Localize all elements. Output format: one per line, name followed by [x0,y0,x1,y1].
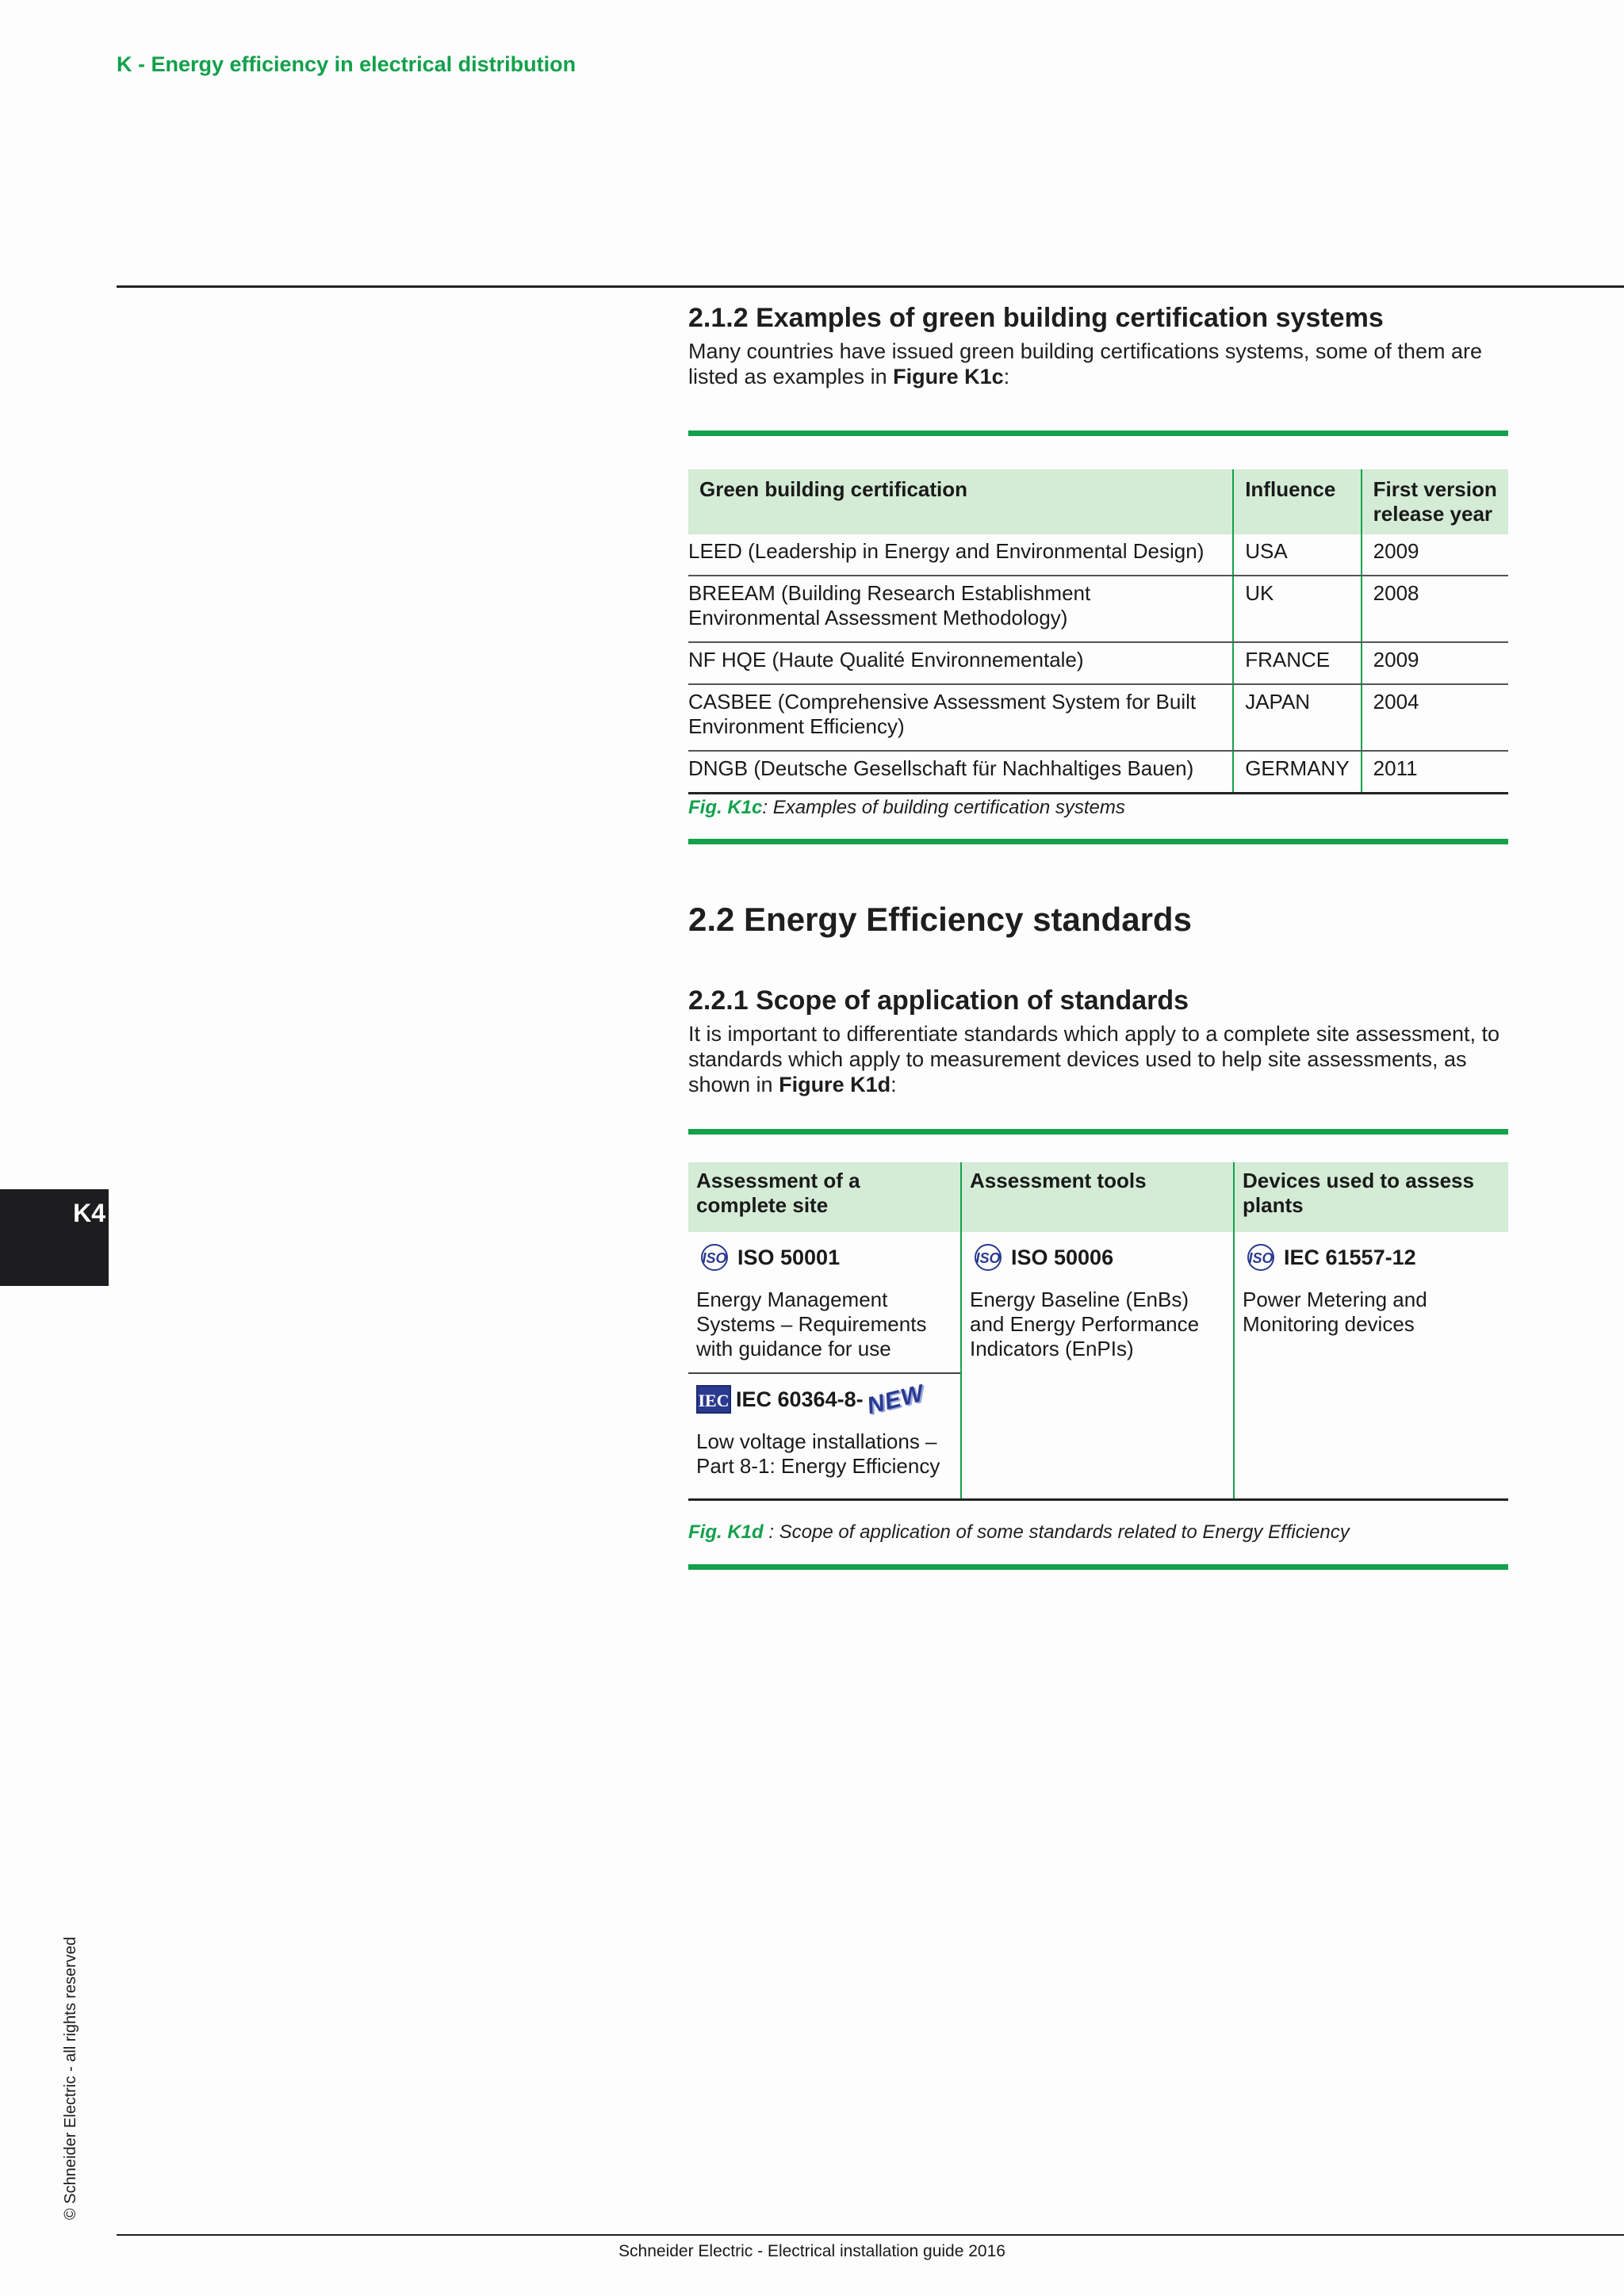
table-cell: FRANCE [1233,642,1361,684]
table-k1d-top-rule [688,1129,1508,1135]
figure-ref: Figure K1d [779,1073,891,1096]
table-cell: USA [1233,534,1361,576]
standard-title [696,1380,952,1419]
table-k1d-bottom-rule [688,1564,1508,1570]
iso-logo-icon [970,1243,1006,1272]
table-row [688,684,1508,751]
table-k1d-wrap [688,1162,1508,1501]
standard-name: ISO 50001 [737,1245,841,1269]
table-k1c-wrap [688,469,1508,794]
table-header-row [688,469,1508,534]
figure-ref: Figure K1c [893,365,1004,388]
standard-description: Energy Baseline (EnBs) and Energy Performance Indicators (EnPIs) [970,1288,1200,1360]
standard-title [970,1242,1225,1273]
column-header: Assessment tools [961,1162,1234,1232]
column-header: Devices used to assess plants [1234,1162,1508,1232]
standards-cell-site [688,1232,961,1500]
intro-text: It is important to differentiate standards which apply to a complete site assessment, to standards which apply to measurement devices used to help site assessments, as shown in [688,1022,1500,1096]
standard-name: IEC 61557-12 [1284,1245,1416,1269]
column-header: Influence [1233,469,1361,534]
intro-punct: : [1003,365,1010,388]
table-cell: LEED (Leadership in Energy and Environmental Design) [688,534,1233,576]
section-212 [688,303,1508,389]
running-head: K - Energy efficiency in electrical distribution [117,52,576,76]
svg-text:ISO: ISO [702,1250,727,1266]
svg-text:ISO: ISO [975,1250,1001,1266]
table-cell: DNGB (Deutsche Gesellschaft für Nachhaltiges Bauen) [688,751,1233,794]
section-22 [688,901,1508,939]
column-header: Assessment of a complete site [688,1162,961,1232]
footer [0,2242,1624,2261]
table-k1c [688,469,1508,794]
standard-title [696,1242,952,1273]
table-header-row [688,1162,1508,1232]
table-k1c-bottom-rule [688,839,1508,844]
section-22-heading: 2.2 Energy Efficiency standards [688,901,1192,938]
chapter-tab-label: K4 [73,1199,105,1227]
table-row [688,534,1508,576]
table-cell: CASBEE (Comprehensive Assessment System for Built Environment Efficiency) [688,684,1233,751]
section-221-intro [688,1021,1508,1097]
table-row [688,1232,1508,1500]
standard-block [688,1242,960,1374]
standard-name: IEC 60364-8- [736,1387,864,1411]
footer-rule [117,2234,1624,2236]
standard-description: Low voltage installations – Part 8-1: Energy Efficiency [696,1429,940,1478]
section-221-heading: 2.2.1 Scope of application of standards [688,985,1189,1016]
table-k1d [688,1162,1508,1501]
table-row [688,642,1508,684]
column-header: First version release year [1362,469,1508,534]
column-header: Green building certification [688,469,1233,534]
caption-label: Fig. K1d [688,1521,764,1543]
iso-logo-icon [1243,1243,1279,1272]
standard-description: Power Metering and Monitoring devices [1243,1288,1427,1336]
section-212-heading: 2.1.2 Examples of green building certification systems [688,303,1384,333]
section-221 [688,985,1508,1097]
section-212-intro [688,339,1508,389]
standard-name: ISO 50006 [1011,1245,1114,1269]
intro-text: Many countries have issued green building certifications systems, some of them are listed as examples in [688,339,1482,388]
table-cell: JAPAN [1233,684,1361,751]
svg-text:ISO: ISO [1248,1250,1274,1266]
table-cell: BREEAM (Building Research Establishment Environmental Assessment Methodology) [688,576,1233,642]
iso-logo-icon [696,1243,733,1272]
caption-text: : Examples of building certification systems [762,797,1125,818]
table-cell: UK [1233,576,1361,642]
new-badge-icon: NEW [864,1380,927,1419]
top-rule [117,285,1624,288]
standard-block [696,1380,952,1479]
table-cell: 2004 [1362,684,1508,751]
table-cell: 2008 [1362,576,1508,642]
standards-cell-tools [961,1232,1234,1500]
standard-description: Energy Management Systems – Requirements with guidance for use [696,1288,927,1360]
copyright-notice: © Schneider Electric - all rights reserved [62,1936,79,2220]
figure-caption-k1d [688,1521,1508,1544]
figure-caption-k1c [688,797,1508,819]
table-cell: NF HQE (Haute Qualité Environnementale) [688,642,1233,684]
table-k1c-top-rule [688,430,1508,436]
intro-punct: : [891,1073,897,1096]
standards-cell-devices [1234,1232,1508,1500]
table-cell: GERMANY [1233,751,1361,794]
table-row [688,751,1508,794]
table-cell: 2011 [1362,751,1508,794]
table-row [688,576,1508,642]
caption-text: : Scope of application of some standards related to Energy Efficiency [763,1521,1350,1543]
iec-logo-icon: IEC [696,1385,731,1414]
table-cell: 2009 [1362,534,1508,576]
chapter-tab [0,1189,109,1286]
table-cell: 2009 [1362,642,1508,684]
footer-text: Schneider Electric - Electrical installation guide 2016 [619,2242,1005,2260]
caption-label: Fig. K1c [688,797,763,818]
standard-title [1243,1242,1500,1273]
